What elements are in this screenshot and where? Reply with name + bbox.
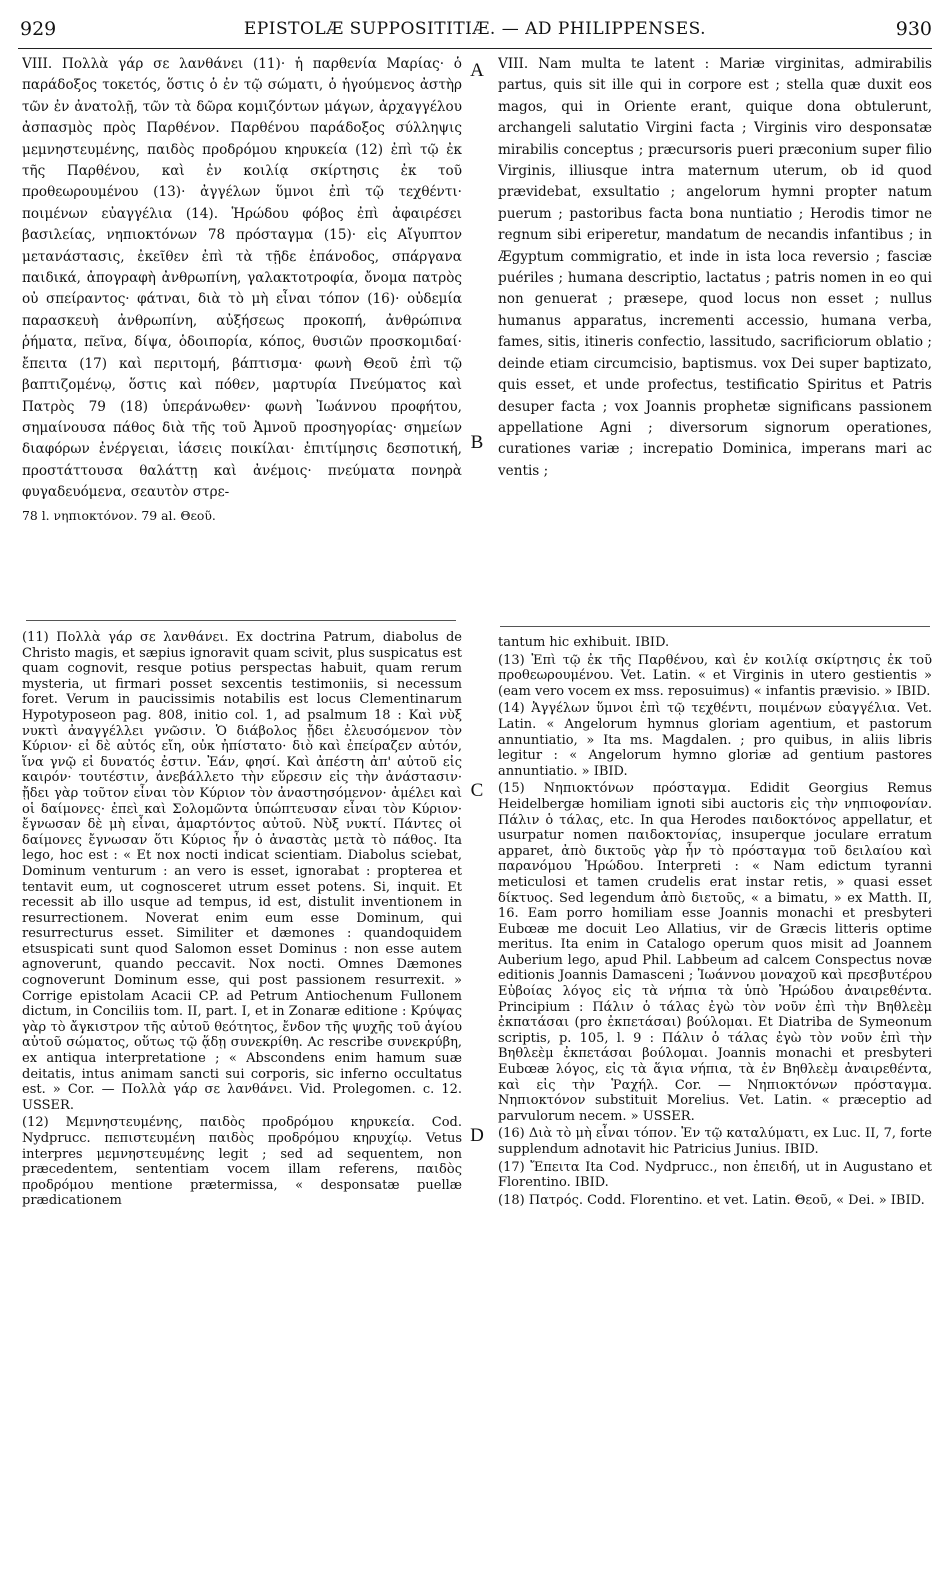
footnote: (17) Ἔπειτα Ita Cod. Nydprucc., non ἐπειδή, ut in Augustano et Florentino. IBID. — [498, 1159, 932, 1191]
footnote: (18) Πατρός. Codd. Florentino. et vet. Latin. Θεοῦ, « Dei. » IBID. — [498, 1192, 925, 1208]
running-header — [18, 18, 932, 49]
footnote: tantum hic exhibuit. IBID. — [498, 635, 670, 650]
footnotes-left — [22, 630, 462, 1535]
greek-main-text — [22, 54, 462, 618]
footnote: (13) Ἐπὶ τῷ ἐκ τῆς Παρθένου, καὶ ἐν κοιλίᾳ σκίρτησις ἐκ τοῦ προθεωρουμένου. Vet. Latin. « et Virginis in utero gestientis » (eam vero vocem ex mss. reposuimus) « infantis prævisio. » IBID. — [498, 652, 932, 699]
notes-divider-right — [500, 626, 930, 627]
footnote: (14) Ἀγγέλων ὕμνοι ἐπὶ τῷ τεχθέντι, ποιμένων εὐαγγέλια. Vet. Latin. « Angelorum hymnus gloriam agentium, et pastorum annuntiatio, » Ita ms. Magdalen. ; pro quibus, in aliis libris legitur : « Angelorum hymno gloriæ ad gentium pastores annuntiatio. » IBID. — [498, 701, 932, 779]
footnote: (11) Πολλὰ γάρ σε λανθάνει. Ex doctrina Patrum, diabolus de Christo magis, et sæpius ignoravit quam scivit, plus suspicatus est quam cognovit, resque potius perspectas habuit, quam rerum mysteria, ut firmari posset sexcentis testimoniis, si necessum foret. Verum in paucissimis notabilis est locus Clementinarum Hypotyposeon pag. 808, initio col. 1, ad psalmum 18 : Καὶ νὺξ νυκτὶ ἀναγγέλλει γνῶσιν. Ὁ διάβολος ᾔδει ἐλευσόμενον τὸν Κύριον· εἰ δὲ αὐτός εἴη, οὐκ ἠπίστατο· διὸ καὶ ἐπείραζεν αὐτόν, ἵνα γνῷ εἰ δυνατός ἐστιν. Ἐάν, φησί. Καὶ ἀπέστη ἀπ' αὐτοῦ εἰς καιρόν· τουτέστιν, ἀνεβάλλετο τὴν εὕρεσιν εἰς τὴν ἀνάστασιν· ᾔδει γὰρ τοῦτον εἶναι τὸν Κύριον τὸν ἀναστησόμενον· ἀμέλει καὶ οἱ δαίμονες· ἐπεὶ καὶ Σολομῶντα ὑπώπτευσαν εἶναι τὸν Κύριον· ἔγνωσαν δὲ μὴ εἶναι, ἁμαρτόντος αὐτοῦ. Νὺξ νυκτί. Πάντες οἱ δαίμονες ἔγνωσαν ὅτι Κύριος ἦν ὁ ἀναστὰς μετὰ τὸ πάθος. Ita lego, hoc est : « Et nox nocti indicat scientiam. Diabolus sciebat, Dominum venturum : an vero is esset, ignorabat : propterea et tentavit eum, ut cognosceret utrum esset potens. Si, inquit. Et recessit ab illo usque ad tempus, id est, distulit inventionem in resurrectionem. Noverat enim eum esse Dominum, qui resurrecturus esset. Similiter et dæmones : quandoquidem etsuspicati sunt quod Salomon esset Dominus : non esse autem agnoverunt, quando peccavit. Nox nocti. Omnes Dæmones cognoverunt Dominum esse, qui post passionem resurrexit. » Corrige epistolam Acacii CP. ad Petrum Antiochenum Fullonem dictum, in Conciliis tom. II, part. I, et in Zonaræ editione : Κρύψας γὰρ τὸ ἄγκιστρον τῆς αὐτοῦ θεότητος, ἔνδον τῆς ψυχῆς τοῦ ἁγίου αὐτοῦ σώματος, οὕτως τῷ ᾅδῃ συνεκρίθη. Ac rescribe συνεκρύβη, ex antiqua interpretatione ; « Abscondens enim hamum suæ deitatis, intus animam sancti sui corporis, sic inferno occultatus est. » Cor. — Πολλὰ γάρ σε λανθάνει. Vid. Prolegomen. c. 12. USSER. — [22, 630, 462, 1113]
page-number-left: 929 — [20, 18, 57, 40]
margin-letter-a: A — [470, 60, 484, 81]
variant-readings: 78 l. νηπιοκτόνον. 79 al. Θεοῦ. — [22, 507, 216, 523]
latin-paragraph: VIII. Nam multa te latent : Mariæ virginitas, admirabilis partus, quis sit ille qui in corpore est ; stella quæ duxit eos magos, qui in Oriente erant, quique dona obtulerunt, archangeli salutatio Virgini facta ; Virginis viro desponsatæ mirabilis conceptus ; præcursoris pueri præconium super filio Virginis, illiusque intra maternum uterum, ob id quod prævidebat, exsultatio ; angelorum hymni propter natum puerum ; pastoribus facta bona nuntiatio ; Herodis timor ne regnum sibi eriperetur, mandatum de necandis infantibus ; in Ægyptum commigratio, et inde in ista loca reversio ; fasciæ puériles ; humana descriptio, lactatus ; patris nomen in eo qui non genuerat ; præsepe, quod locus non esset ; nullus humanus apparatus, incrementi accessio, humana verba, fames, sitis, itineris confectio, lassitudo, sacrificiorum oblatio ; deinde etiam circumcisio, baptismus. vox Dei super baptizato, quis esset, et unde profectus, testificatio Spiritus et Patris desuper facta ; vox Joannis prophetæ significans passionem appellatione Agni ; diversorum signorum operationes, curationes variæ ; increpatio Dominica, imperans mari ac ventis ; — [498, 56, 932, 479]
page-number-right: 930 — [895, 18, 932, 40]
notes-divider-left — [26, 620, 456, 621]
footnote: (12) Μεμνηστευμένης, παιδὸς προδρόμου κηρυκεία. Cod. Nydprucc. πεπιστευμένη παιδὸς προδρόμου κηρυχίῳ. Vetus interpres μεμνηστευμένης legit ; sed ad sequentem, non præcedentem, sententiam vocem illam referens, παιδὸς προδρόμου mentione prætermissa, « desponsatæ puellæ prædicationem — [22, 1115, 462, 1209]
running-title: EPISTOLÆ SUPPOSITITIÆ. — AD PHILIPPENSES. — [243, 19, 707, 39]
margin-letter-c: C — [470, 780, 484, 801]
footnote: (15) Νηπιοκτόνων πρόσταγμα. Edidit Georgius Remus Heidelbergæ homiliam ignoti sibi auctoris εἰς τὴν νηπιοφονίαν. Πάλιν ὁ τάλας, etc. In qua Herodes παιδοκτόνος appellatur, et usurpatur nomen παιδοκτονίας, insuperque joculare erratum apparet, ἀπὸ δικτοῦς γὰρ ἦν τὸ πρόσταγμα τοῦ δειλαίου καὶ παρανόμου Ἡρώδου. Interpreti : « Nam edictum tyranni meticulosi et tamen crudelis erat instar retis, » quasi esset δίκτυος. Sed legendum ἀπὸ διετοῦς, « a bimatu, » ex Matth. II, 16. Eam porro homiliam esse Joannis monachi et presbyteri Eubœæ me docuit Leo Allatius, vir de Græcis litteris optime meritus. Ita enim in Catalogo operum quos misit ad Joannem Auberium lego, apud Phil. Labbeum ad calcem Conspectus novæ editionis Joannis Damasceni ; Ἰωάννου μοναχοῦ καὶ πρεσβυτέρου Εὐβοίας λόγος εἰς τὰ νήπια τὰ ὑπὸ Ἡρώδου ἀναιρεθέντα. Principium : Πάλιν ὁ τάλας ἐγὼ τὸν νοῦν ἐπὶ τὴν Βηθλεὲμ ἐκπατάσαι (pro ἐκπετάσαι) βούλομαι. Et Diatriba de Symeonum scriptis, p. 105, l. 9 : Πάλιν ὁ τάλας ἐγὼ τὸν νοῦν ἐπὶ τὴν Βηθλεὲμ ἐκπετάσαι βούλομαι. Joannis monachi et presbyteri Eubœæ λόγος, εἰς τὰ ἅγια νήπια, τὰ ἐν Βηθλεὲμ ἀναιρεθέντα, καὶ εἰς τὴν Ῥαχήλ. Cor. — Νηπιοκτόνων πρόσταγμα. Νηπιοκτόνον substituit Morelius. Vet. Latin. « præceptio ad parvulorum necem. » USSER. — [498, 781, 932, 1124]
footnote: (16) Διὰ τὸ μὴ εἶναι τόπον. Ἐν τῷ καταλύματι, ex Luc. II, 7, forte supplendum adnotavit hic Patricius Junius. IBID. — [498, 1126, 932, 1157]
footnotes-right — [498, 635, 932, 1535]
margin-letter-d: D — [470, 1125, 484, 1146]
latin-main-text — [498, 54, 932, 618]
margin-letter-b: B — [470, 432, 484, 453]
greek-paragraph: VIII. Πολλὰ γάρ σε λανθάνει (11)· ἡ παρθενία Μαρίας· ὁ παράδοξος τοκετός, ὅστις ὁ ἐν τῷ σώματι, ὁ ἡγούμενος ἀστὴρ τῶν ἐν ἀνατολῇ, τῶν τὰ δῶρα κομιζόντων μάγων, ἀρχαγγέλου ἀσπασμὸς πρὸς Παρθένον. Παρθένου παράδοξος σύλληψις μεμνηστευμένης, παιδὸς προδρόμου κηρυκεία (12) ἐπὶ τῷ ἐκ τῆς Παρθένου, καὶ ἐν κοιλίᾳ σκίρτησις ἐκ τοῦ προθεωρουμένου (13)· ἀγγέλων ὕμνοι ἐπὶ τῷ τεχθέντι· ποιμένων εὐαγγέλια (14). Ἡρώδου φόβος ἐπὶ ἀφαιρέσει βασιλείας, νηπιοκτόνων 78 πρόσταγμα (15)· εἰς Αἴγυπτον μετανάστασις, ἐκεῖθεν ἐπὶ τὰ τῇδε ἐπάνοδος, σπάργανα παιδικά, ἀπογραφὴ ἀνθρωπίνη, γαλακτοτροφία, ὄνομα πατρὸς οὐ σπείραντος· φάτναι, διὰ τὸ μὴ εἶναι τόπον (16)· οὐδεμία παρασκευὴ ἀνθρωπίνη, αὐξήσεως προκοπή, ἀνθρώπινα ῥήματα, πεῖνα, δίψα, ὁδοιπορία, κόπος, θυσιῶν προσκομιδαί· ἔπειτα (17) καὶ περιτομή, βάπτισμα· φωνὴ Θεοῦ ἐπὶ τῷ βαπτιζομένῳ, ὅστις καὶ πόθεν, μαρτυρία Πνεύματος καὶ Πατρὸς 79 (18) ὑπεράνωθεν· φωνὴ Ἰωάννου προφήτου, σημαίνουσα πάθος διὰ τῆς τοῦ Ἀμνοῦ προσηγορίας· σημείων διαφόρων ἐνέργειαι, ἰάσεις ποικίλαι· ἐπιτίμησις δεσποτική, προστάττουσα θαλάττῃ καὶ ἀνέμοις· πνεύματα πονηρὰ φυγαδευόμενα, σεαυτὸν στρε- — [22, 56, 462, 501]
